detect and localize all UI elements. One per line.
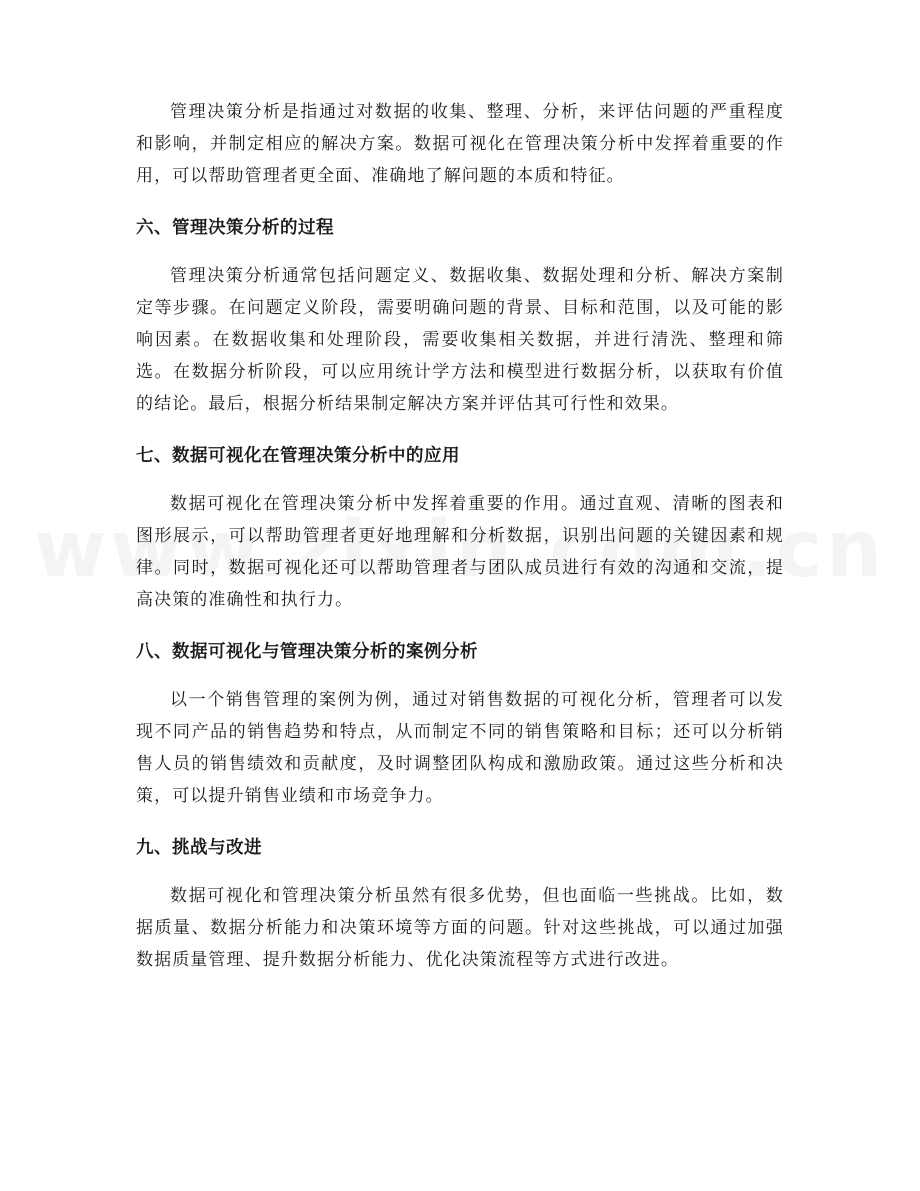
section-body-9: 数据可视化和管理决策分析虽然有很多优势，但也面临一些挑战。比如，数据质量、数据分析能力和决策环境等方面的问题。针对这些挑战，可以通过加强数据质量管理、提升数据分析能力、优化决策流程等方式进行改进。 bbox=[136, 886, 784, 970]
section-heading-8: 八、数据可视化与管理决策分析的案例分析 bbox=[136, 642, 478, 662]
spacer bbox=[136, 864, 784, 880]
spacer bbox=[136, 812, 784, 832]
section-heading-9: 九、挑战与改进 bbox=[136, 838, 262, 858]
spacer bbox=[136, 244, 784, 260]
section-body-8: 以一个销售管理的案例为例，通过对销售数据的可视化分析，管理者可以发现不同产品的销售趋势和特点，从而制定不同的销售策略和目标；还可以分析销售人员的销售绩效和贡献度，及时调整团队构成和激励政策。通过这些分析和决策，可以提升销售业绩和市场竞争力。 bbox=[136, 690, 784, 806]
section-body-6: 管理决策分析通常包括问题定义、数据收集、数据处理和分析、解决方案制定等步骤。在问题定义阶段，需要明确问题的背景、目标和范围，以及可能的影响因素。在数据收集和处理阶段，需要收集相关数据，并进行清洗、整理和筛选。在数据分析阶段，可以应用统计学方法和模型进行数据分析，以获取有价值的结论。最后，根据分析结果制定解决方案并评估其可行性和效果。 bbox=[136, 266, 784, 414]
intro-paragraph: 管理决策分析是指通过对数据的收集、整理、分析，来评估问题的严重程度和影响，并制定相应的解决方案。数据可视化在管理决策分析中发挥着重要的作用，可以帮助管理者更全面、准确地了解问题的本质和特征。 bbox=[136, 102, 784, 186]
spacer bbox=[136, 616, 784, 636]
spacer bbox=[136, 668, 784, 684]
section-body-7: 数据可视化在管理决策分析中发挥着重要的作用。通过直观、清晰的图表和图形展示，可以帮助管理者更好地理解和分析数据，识别出问题的关键因素和规律。同时，数据可视化还可以帮助管理者与团队成员进行有效的沟通和交流，提高决策的准确性和执行力。 bbox=[136, 494, 784, 610]
section-heading-6: 六、管理决策分析的过程 bbox=[136, 218, 334, 238]
section-heading-7: 七、数据可视化在管理决策分析中的应用 bbox=[136, 446, 460, 466]
spacer bbox=[136, 420, 784, 440]
spacer bbox=[136, 472, 784, 488]
spacer bbox=[136, 192, 784, 212]
